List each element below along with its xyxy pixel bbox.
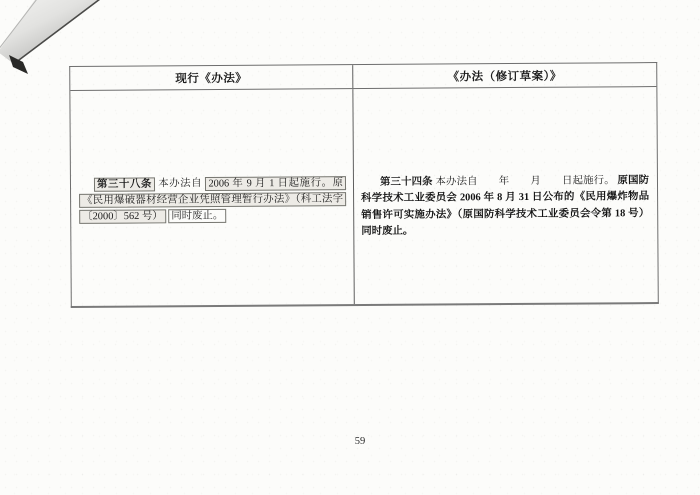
revised-article-paragraph bbox=[361, 173, 649, 241]
revised-lead-text: 本办法自 年 月 日起施行。 bbox=[435, 175, 615, 188]
comparison-table bbox=[69, 62, 659, 308]
cell-revised-draft bbox=[353, 87, 657, 304]
deleted-date-clause: 2006 年 9 月 1 日起施行。原《民用爆破器材经营企业凭照管理暂行办法》（科工法字〔2000〕562 号） bbox=[79, 176, 346, 225]
current-lead-text: 本办法自 bbox=[158, 178, 203, 190]
revised-new-text: 原国防科学技术工业委员会 2006 年 8 月 31 日公布的《民用爆炸物品销售许可实施办法》（原国防科学技术工业委员会令第 18 号）同时废止。 bbox=[361, 175, 650, 238]
header-revised-draft: 《办法（修订草案）》 bbox=[447, 70, 562, 83]
deleted-article-number: 第三十八条 bbox=[94, 177, 155, 191]
table-body-row bbox=[70, 87, 657, 306]
header-current-measures: 现行《办法》 bbox=[70, 65, 353, 90]
deleted-tail-clause: 同时废止。 bbox=[168, 209, 226, 223]
cell-current-measures bbox=[70, 89, 354, 306]
current-article-paragraph bbox=[79, 175, 346, 226]
revised-article-number: 第三十四条 bbox=[379, 176, 433, 188]
page-number: 59 bbox=[354, 436, 366, 447]
